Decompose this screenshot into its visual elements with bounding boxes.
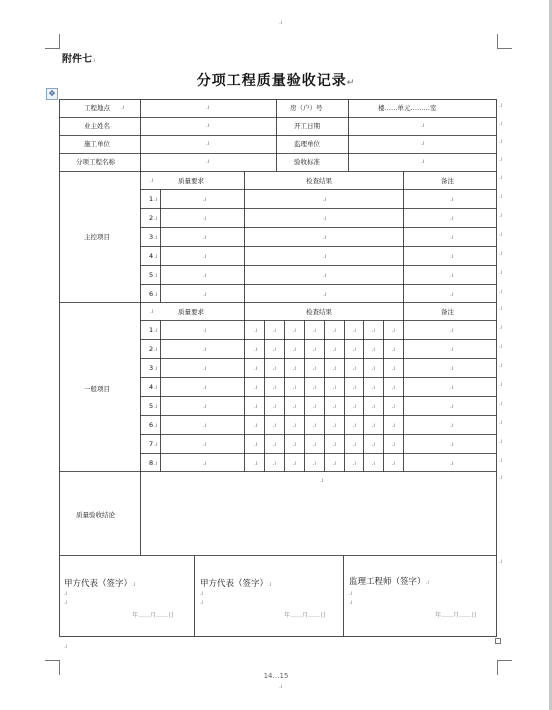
row-end-mark: .ı bbox=[499, 419, 503, 426]
general-row-check[interactable]: .ı bbox=[391, 421, 396, 429]
general-row-check[interactable]: .ı bbox=[272, 383, 277, 391]
main-row-result[interactable]: .ı bbox=[323, 271, 327, 279]
general-row-check[interactable]: .ı bbox=[312, 421, 317, 429]
general-row-check[interactable]: .ı bbox=[254, 421, 258, 429]
general-row-number: 8 bbox=[149, 458, 154, 467]
cell-mark: .ı bbox=[154, 459, 158, 467]
main-row-remark[interactable]: .ı bbox=[450, 214, 454, 222]
general-row-remark[interactable]: .ı bbox=[450, 326, 454, 334]
general-row-check[interactable]: .ı bbox=[312, 326, 317, 334]
general-row-check[interactable]: .ı bbox=[391, 402, 396, 410]
general-row-check[interactable]: .ı bbox=[312, 402, 317, 410]
party-a-2-date[interactable]: 年……月……日 bbox=[284, 612, 327, 619]
general-row-check[interactable]: .ı bbox=[391, 345, 396, 353]
row-end-mark: .ı bbox=[499, 400, 503, 407]
general-row-check[interactable]: .ı bbox=[312, 459, 317, 467]
supervisor-value[interactable]: .ı bbox=[421, 140, 425, 147]
general-row-remark[interactable]: .ı bbox=[450, 421, 454, 429]
main-row-number: 3 bbox=[149, 232, 154, 241]
row-end-mark: .ı bbox=[499, 174, 503, 181]
header-cell-mark: .ı bbox=[279, 19, 283, 26]
cell-mark: .ı bbox=[154, 345, 158, 353]
general-row-check[interactable]: .ı bbox=[332, 459, 337, 467]
sig-mark: .ı bbox=[268, 581, 272, 588]
supervisor-label: 监理单位 bbox=[294, 140, 320, 148]
cell-mark: .ı bbox=[154, 214, 158, 222]
row-end-mark: .ı bbox=[499, 269, 503, 276]
row-end-mark: .ı bbox=[499, 381, 503, 388]
subproject-name-label: 分项工程名称 bbox=[76, 158, 115, 166]
main-row-number: 5 bbox=[149, 270, 154, 279]
party-a-signature-1-label bbox=[64, 577, 136, 589]
general-row-check[interactable]: .ı bbox=[272, 345, 277, 353]
general-row-number: 4 bbox=[149, 382, 154, 391]
general-row-remark[interactable]: .ı bbox=[450, 364, 454, 372]
general-row-check[interactable]: .ı bbox=[272, 326, 277, 334]
general-row-check[interactable]: .ı bbox=[352, 364, 357, 372]
general-row-check[interactable]: .ı bbox=[352, 345, 357, 353]
general-row-number: 5 bbox=[149, 401, 154, 410]
row-end-mark: .ı bbox=[499, 343, 503, 350]
general-row-check[interactable]: .ı bbox=[254, 383, 258, 391]
cell-mark: .ı bbox=[154, 326, 158, 334]
project-location-value[interactable]: .ı bbox=[206, 104, 210, 111]
sig-mark: .ı bbox=[425, 579, 430, 586]
row-end-mark: .ı bbox=[499, 120, 503, 127]
sig-blank-mark: .ı bbox=[200, 590, 204, 597]
cell-mark: .ı bbox=[121, 104, 125, 111]
party-a-signature-2-label bbox=[200, 577, 272, 589]
subproject-name-value[interactable]: .ı bbox=[206, 158, 210, 165]
page-number: 14…15 bbox=[263, 672, 289, 680]
general-row-check[interactable]: .ı bbox=[272, 364, 277, 372]
main-row-remark[interactable]: .ı bbox=[450, 271, 454, 279]
main-result-header: 检查结果 bbox=[306, 177, 332, 185]
unit-number-label: 房（户）号 bbox=[290, 104, 323, 112]
builder-label: 施工单位 bbox=[84, 140, 110, 148]
general-row-number: 2 bbox=[149, 344, 154, 353]
general-row-requirement[interactable]: .ı bbox=[203, 459, 207, 467]
general-row-check[interactable]: .ı bbox=[254, 459, 258, 467]
general-row-check[interactable]: .ı bbox=[332, 440, 337, 448]
general-row-check[interactable]: .ı bbox=[352, 383, 357, 391]
cell-mark: .ı bbox=[154, 290, 158, 298]
row-end-mark: .ı bbox=[499, 288, 503, 295]
general-row-requirement[interactable]: .ı bbox=[203, 421, 207, 429]
standard-value[interactable]: .ı bbox=[421, 158, 425, 165]
general-row-check[interactable]: .ı bbox=[352, 326, 357, 334]
party-a-signature-2-text: 甲方代表（签字） bbox=[200, 579, 269, 589]
general-items-label: 一般项目 bbox=[84, 385, 110, 393]
conclusion-value[interactable]: .ı bbox=[320, 477, 324, 484]
main-row-requirement[interactable]: .ı bbox=[203, 195, 207, 203]
general-row-requirement[interactable]: .ı bbox=[203, 326, 207, 334]
row-end-mark: .ı bbox=[499, 457, 503, 464]
main-row-remark[interactable]: .ı bbox=[450, 195, 454, 203]
general-row-number: 3 bbox=[149, 363, 154, 372]
general-quality-header: 质量要求 bbox=[178, 308, 204, 316]
start-date-value[interactable]: .ı bbox=[421, 122, 425, 129]
sig-mark: .ı bbox=[132, 581, 136, 588]
general-row-check[interactable]: .ı bbox=[352, 421, 357, 429]
general-row-check[interactable]: .ı bbox=[272, 440, 277, 448]
general-row-check[interactable]: .ı bbox=[391, 459, 396, 467]
project-location-label: 工程地点 bbox=[84, 104, 110, 112]
start-date-label: 开工日期 bbox=[294, 122, 320, 130]
general-row-check[interactable]: .ı bbox=[254, 440, 258, 448]
general-row-requirement[interactable]: .ı bbox=[203, 345, 207, 353]
general-row-check[interactable]: .ı bbox=[371, 402, 376, 410]
general-row-check[interactable]: .ı bbox=[352, 459, 357, 467]
cell-mark: .ı bbox=[154, 271, 158, 279]
general-row-check[interactable]: .ı bbox=[391, 440, 396, 448]
general-row-check[interactable]: .ı bbox=[272, 459, 277, 467]
general-row-remark[interactable]: .ı bbox=[450, 345, 454, 353]
general-result-header: 检查结果 bbox=[306, 308, 332, 316]
row-end-mark: .ı bbox=[499, 193, 503, 200]
general-row-check[interactable]: .ı bbox=[312, 364, 317, 372]
main-items-label: 主控项目 bbox=[84, 233, 110, 241]
cell-mark: .ı bbox=[154, 364, 158, 372]
row-end-mark: .ı bbox=[499, 438, 503, 445]
general-row-check[interactable]: .ı bbox=[332, 383, 337, 391]
general-row-check[interactable]: .ı bbox=[272, 402, 277, 410]
general-row-remark[interactable]: .ı bbox=[450, 402, 454, 410]
row-end-mark: .ı bbox=[499, 324, 503, 331]
main-row-result[interactable]: .ı bbox=[323, 252, 327, 260]
general-row-check[interactable]: .ı bbox=[254, 364, 258, 372]
sig-blank-mark: .ı bbox=[349, 590, 353, 597]
cell-mark: .ı bbox=[154, 440, 158, 448]
general-row-check[interactable]: .ı bbox=[391, 383, 396, 391]
row-end-mark: .ı bbox=[499, 138, 503, 145]
general-row-check[interactable]: .ı bbox=[352, 440, 357, 448]
title-text: 分项工程质量验收记录 bbox=[196, 73, 347, 89]
general-row-check[interactable]: .ı bbox=[292, 402, 297, 410]
main-row-number: 4 bbox=[149, 251, 154, 260]
main-row-result[interactable]: .ı bbox=[323, 195, 327, 203]
party-a-signature-1-text: 甲方代表（签字） bbox=[64, 579, 133, 589]
row-end-mark: .ı bbox=[499, 474, 503, 481]
main-row-remark[interactable]: .ı bbox=[450, 290, 454, 298]
engineer-signature-label bbox=[349, 575, 429, 587]
cell-mark: .ı bbox=[154, 402, 158, 410]
general-row-check[interactable]: .ı bbox=[332, 364, 337, 372]
cell-mark: .ı bbox=[154, 252, 158, 260]
main-row-result[interactable]: .ı bbox=[323, 233, 327, 241]
owner-name-label: 业主姓名 bbox=[84, 122, 110, 130]
general-row-remark[interactable]: .ı bbox=[450, 440, 454, 448]
general-row-requirement[interactable]: .ı bbox=[203, 383, 207, 391]
cell-mark: .ı bbox=[150, 308, 154, 315]
party-a-1-date[interactable]: 年……月……日 bbox=[132, 612, 175, 619]
general-row-check[interactable]: .ı bbox=[391, 364, 396, 372]
general-row-check[interactable]: .ı bbox=[391, 326, 396, 334]
general-row-check[interactable]: .ı bbox=[292, 421, 297, 429]
general-row-check[interactable]: .ı bbox=[292, 459, 297, 467]
general-row-check[interactable]: .ı bbox=[312, 345, 317, 353]
row-end-mark: .ı bbox=[499, 305, 503, 312]
general-row-check[interactable]: .ı bbox=[332, 326, 337, 334]
sig-blank-mark: .ı bbox=[349, 599, 353, 606]
row-end-mark: .ı bbox=[499, 250, 503, 257]
title-para-mark: ↵ bbox=[346, 78, 356, 88]
general-row-check[interactable]: .ı bbox=[371, 440, 376, 448]
general-row-check[interactable]: .ı bbox=[292, 345, 297, 353]
general-remark-header: 备注 bbox=[441, 308, 454, 316]
unit-number-value[interactable]: 楼……单元………室 bbox=[378, 104, 437, 112]
general-row-requirement[interactable]: .ı bbox=[203, 364, 207, 372]
general-row-requirement[interactable]: .ı bbox=[203, 440, 207, 448]
general-row-requirement[interactable]: .ı bbox=[203, 402, 207, 410]
main-row-requirement[interactable]: .ı bbox=[203, 214, 207, 222]
after-table-mark: .ı bbox=[64, 643, 68, 650]
general-row-check[interactable]: .ı bbox=[332, 345, 337, 353]
general-row-number: 6 bbox=[149, 420, 154, 429]
cell-mark: .ı bbox=[154, 195, 158, 203]
general-row-check[interactable]: .ı bbox=[254, 326, 258, 334]
row-end-mark: .ı bbox=[499, 362, 503, 369]
general-row-check[interactable]: .ı bbox=[312, 440, 317, 448]
general-row-check[interactable]: .ı bbox=[254, 345, 258, 353]
general-row-number: 1 bbox=[149, 325, 154, 334]
main-row-result[interactable]: .ı bbox=[323, 290, 327, 298]
main-row-requirement[interactable]: .ı bbox=[203, 233, 207, 241]
standard-label: 验收标准 bbox=[294, 158, 320, 166]
general-row-check[interactable]: .ı bbox=[292, 383, 297, 391]
general-row-check[interactable]: .ı bbox=[371, 326, 376, 334]
general-row-check[interactable]: .ı bbox=[371, 383, 376, 391]
attachment-mark: .ı bbox=[92, 57, 96, 64]
footer-cell-mark: .ı bbox=[279, 683, 283, 690]
general-row-check[interactable]: .ı bbox=[254, 402, 258, 410]
main-row-remark[interactable]: .ı bbox=[450, 252, 454, 260]
sig-blank-mark: .ı bbox=[200, 599, 204, 606]
main-row-number: 1 bbox=[149, 194, 154, 203]
main-row-requirement[interactable]: .ı bbox=[203, 252, 207, 260]
main-row-requirement[interactable]: .ı bbox=[203, 290, 207, 298]
owner-name-value[interactable]: .ı bbox=[206, 122, 210, 129]
general-row-check[interactable]: .ı bbox=[352, 402, 357, 410]
main-quality-header: 质量要求 bbox=[178, 177, 204, 185]
main-remark-header: 备注 bbox=[441, 177, 454, 185]
cell-mark: .ı bbox=[150, 177, 154, 184]
builder-value[interactable]: .ı bbox=[206, 140, 210, 147]
sig-blank-mark: .ı bbox=[64, 599, 68, 606]
general-row-check[interactable]: .ı bbox=[272, 421, 277, 429]
cell-mark: .ı bbox=[154, 383, 158, 391]
general-row-check[interactable]: .ı bbox=[292, 440, 297, 448]
general-row-number: 7 bbox=[149, 439, 154, 448]
general-row-check[interactable]: .ı bbox=[292, 364, 297, 372]
general-row-check[interactable]: .ı bbox=[332, 421, 337, 429]
row-end-mark: .ı bbox=[499, 156, 503, 163]
row-end-mark: .ı bbox=[499, 231, 503, 238]
main-row-number: 2 bbox=[149, 213, 154, 222]
general-row-check[interactable]: .ı bbox=[371, 421, 376, 429]
row-end-mark: .ı bbox=[499, 102, 503, 109]
row-end-mark: .ı bbox=[499, 558, 503, 565]
general-row-check[interactable]: .ı bbox=[371, 345, 376, 353]
attachment-text: 附件七 bbox=[62, 54, 92, 65]
main-row-requirement[interactable]: .ı bbox=[203, 271, 207, 279]
general-row-remark[interactable]: .ı bbox=[450, 383, 454, 391]
table-resize-handle-icon[interactable] bbox=[495, 638, 501, 644]
general-row-check[interactable]: .ı bbox=[371, 459, 376, 467]
engineer-signature-text: 监理工程师（签字） bbox=[349, 577, 426, 587]
general-row-remark[interactable]: .ı bbox=[450, 459, 454, 467]
engineer-date[interactable]: 年……月……日 bbox=[435, 612, 478, 619]
main-row-result[interactable]: .ı bbox=[323, 214, 327, 222]
general-row-check[interactable]: .ı bbox=[332, 402, 337, 410]
general-row-check[interactable]: .ı bbox=[292, 326, 297, 334]
cell-mark: .ı bbox=[154, 233, 158, 241]
cell-mark: .ı bbox=[154, 421, 158, 429]
table-move-handle-icon[interactable]: ✥ bbox=[46, 88, 58, 100]
sig-blank-mark: .ı bbox=[64, 590, 68, 597]
general-row-check[interactable]: .ı bbox=[312, 383, 317, 391]
conclusion-label: 质量验收结论 bbox=[76, 511, 115, 519]
main-row-remark[interactable]: .ı bbox=[450, 233, 454, 241]
row-end-mark: .ı bbox=[499, 212, 503, 219]
general-row-check[interactable]: .ı bbox=[371, 364, 376, 372]
main-row-number: 6 bbox=[149, 289, 154, 298]
